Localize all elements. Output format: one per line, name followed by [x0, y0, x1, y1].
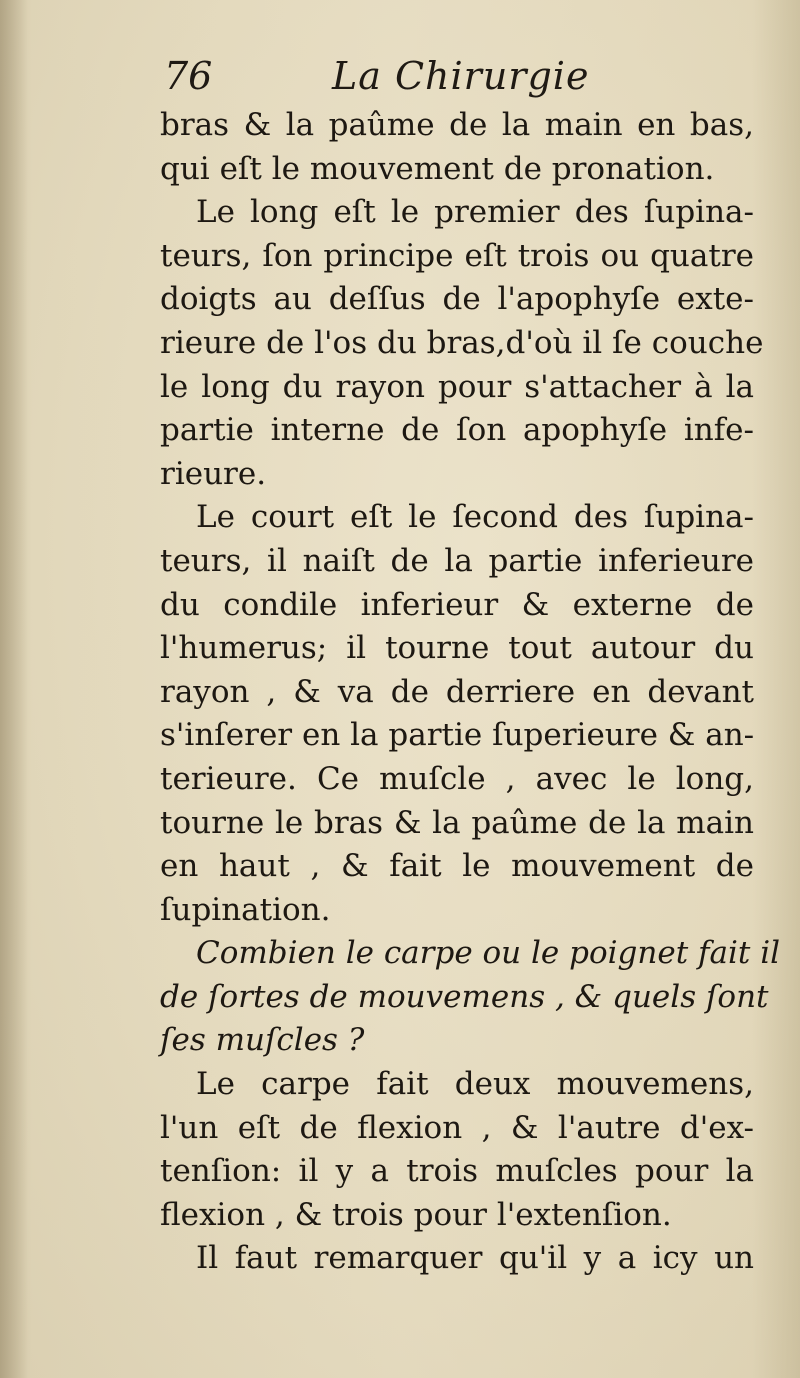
text-line: bras & la paûme de la main en bas, — [160, 107, 754, 143]
text-line: du condile inferieur & externe de — [160, 586, 754, 623]
text-line: teurs, il naiſt de la partie inferieure — [160, 542, 754, 579]
text-line: l'un eſt de flexion , & l'autre d'ex- — [160, 1109, 754, 1146]
page-number: 76 — [164, 54, 213, 98]
text-line: Il faut remarquer qu'il y a icy un — [196, 1240, 754, 1277]
text-line: tourne le bras & la paûme de la main — [160, 804, 754, 841]
text-line: ſupination. — [160, 891, 331, 928]
question-line: Combien le carpe ou le poignet fait il — [196, 935, 781, 972]
text-line: doigts au deſſus de l'apophyſe exte- — [160, 281, 754, 318]
text-line: rayon , & va de derriere en devant — [160, 673, 754, 710]
text-line: l'humerus; il tourne tout autour du — [160, 630, 754, 667]
page-header — [160, 54, 760, 104]
text-line: le long du rayon pour s'attacher à la — [160, 368, 754, 405]
text-line: Le carpe fait deux mouvemens, — [196, 1066, 754, 1103]
text-line: teurs, ſon principe eſt trois ou quatre — [160, 237, 754, 274]
text-line: en haut , & fait le mouvement de — [160, 848, 754, 885]
text-line: partie interne de ſon apophyſe infe- — [160, 412, 754, 449]
text-line: flexion , & trois pour l'extenſion. — [160, 1196, 672, 1233]
question-line: ſes muſcles ? — [160, 1022, 365, 1059]
text-line: s'inſerer en la partie ſuperieure & an- — [160, 717, 755, 754]
text-line: rieure de l'os du bras,d'où il ſe couche — [160, 324, 764, 361]
text-line: rieure. — [160, 455, 267, 492]
text-line: terieure. Ce muſcle , avec le long, — [160, 760, 754, 797]
page-gutter-shadow — [0, 0, 28, 1378]
question-line: de ſortes de mouvemens , & quels ſont — [160, 978, 769, 1015]
running-head: La Chirurgie — [332, 54, 590, 98]
text-line: tenſion: il y a trois muſcles pour la — [160, 1153, 754, 1190]
body-text — [160, 104, 781, 1281]
text-line: Le court eſt le ſecond des ſupina- — [196, 499, 754, 536]
text-line: qui eſt le mouvement de pronation. — [160, 150, 715, 187]
text-line: Le long eſt le premier des ſupina- — [196, 194, 754, 231]
